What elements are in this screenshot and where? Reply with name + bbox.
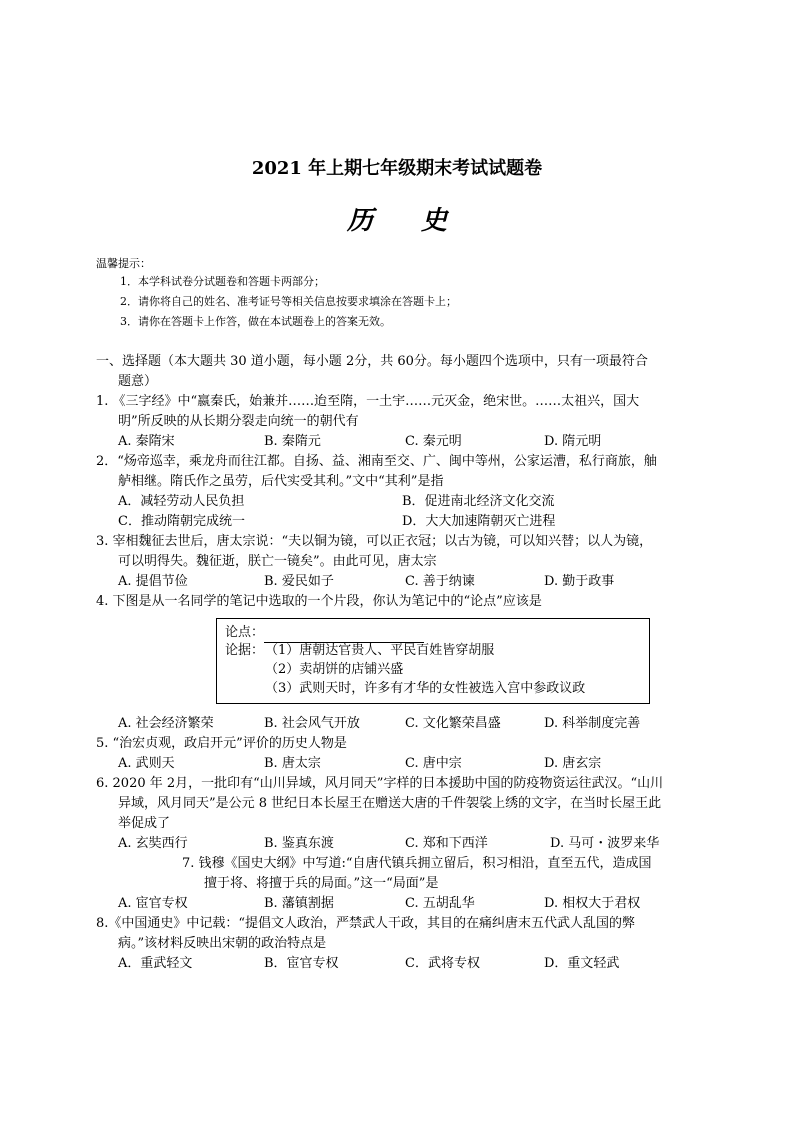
question-1-stem-cont: 明”所反映的从长期分裂走向统一的朝代有 <box>118 414 359 429</box>
question-6-stem-cont: 异域，风月同天”是公元 8 世纪日本长屋王在赠送大唐的千件袈裟上绣的文字，在当时长屋王此 <box>118 796 662 811</box>
note-evidence-item: （3）武则天时，许多有才华的女性被选入宫中参政议政 <box>265 681 586 696</box>
question-5-stem: 5. “治宏贞观，政启开元”评价的历史人物是 <box>96 736 347 751</box>
tips-heading: 温馨提示： <box>96 257 151 270</box>
q3-option-c[interactable]: C. 善于纳谏 <box>405 574 475 589</box>
note-evidence-item: （1）唐朝达官贵人、平民百姓皆穿胡服 <box>265 643 495 658</box>
q5-option-d[interactable]: D. 唐玄宗 <box>544 756 602 771</box>
q5-option-a[interactable]: A. 武则天 <box>118 756 175 771</box>
q8-option-b[interactable]: B．宦官专权 <box>264 956 339 971</box>
question-1-stem: 1. 《三字经》中“嬴秦氏，始兼并……迨至隋，一土宇……元灭金，绝宋世。……太祖兴，国大 <box>96 394 640 409</box>
question-3-stem: 3. 宰相魏征去世后，唐太宗说：“夫以铜为镜，可以正衣冠；以古为镜，可以知兴替；以人为镜， <box>96 534 653 549</box>
tip-item: 3．请你在答题卡上作答，做在本试题卷上的答案无效。 <box>120 315 391 328</box>
q4-option-d[interactable]: D. 科举制度完善 <box>544 716 641 731</box>
q7-option-d[interactable]: D. 相权大于君权 <box>544 896 641 911</box>
note-point-row <box>225 623 424 643</box>
question-7-stem-cont: 擅于将、将擅于兵的局面。”这一“局面”是 <box>204 876 439 891</box>
subject-title: 历史 <box>346 206 495 236</box>
question-6-stem-cont: 举促成了 <box>118 816 171 831</box>
q4-option-c[interactable]: C. 文化繁荣昌盛 <box>405 716 501 731</box>
section-heading-cont: 题意） <box>118 374 158 389</box>
exam-title: 2021 年上期七年级期末考试试题卷 <box>251 158 543 179</box>
q8-option-c[interactable]: C．武将专权 <box>405 956 480 971</box>
q1-option-d[interactable]: D. 隋元明 <box>544 434 602 449</box>
q4-option-b[interactable]: B. 社会风气开放 <box>264 716 360 731</box>
question-7-stem: 7. 钱穆《国史大纲》中写道:“自唐代镇兵拥立留后，积习相沿，直至五代，造成国 <box>182 856 652 871</box>
q7-option-b[interactable]: B. 藩镇割据 <box>264 896 334 911</box>
note-excerpt-box <box>216 618 650 704</box>
q6-option-d[interactable]: D. 马可・波罗来华 <box>550 836 660 851</box>
note-evidence-item: （2）卖胡饼的店铺兴盛 <box>265 662 404 677</box>
q8-option-d[interactable]: D．重文轻武 <box>544 956 620 971</box>
note-evidence-label: 论据： <box>225 643 265 658</box>
q4-option-a[interactable]: A. 社会经济繁荣 <box>118 716 214 731</box>
q8-option-a[interactable]: A．重武轻文 <box>118 956 193 971</box>
q6-option-c[interactable]: C. 郑和下西洋 <box>405 836 488 851</box>
q2-option-a[interactable]: A．减轻劳动人民负担 <box>118 494 245 509</box>
q1-option-a[interactable]: A. 秦隋宋 <box>118 434 175 449</box>
question-2-stem-cont: 舻相继。隋氏作之虽劳，后代实受其利。”文中“其利”是指 <box>118 474 444 489</box>
tip-item: 1．本学科试卷分试题卷和答题卡两部分； <box>120 275 325 288</box>
q1-option-b[interactable]: B. 秦隋元 <box>264 434 321 449</box>
q7-option-c[interactable]: C. 五胡乱华 <box>405 896 475 911</box>
q6-option-b[interactable]: B. 鉴真东渡 <box>264 836 334 851</box>
q2-option-d[interactable]: D．大大加速隋朝灭亡进程 <box>402 514 556 529</box>
note-point-label: 论点： <box>225 625 265 640</box>
q5-option-b[interactable]: B. 唐太宗 <box>264 756 321 771</box>
question-4-stem: 4. 下图是从一名同学的笔记中选取的一个片段，你认为笔记中的“论点”应该是 <box>96 594 542 609</box>
question-2-stem: 2．“炀帝巡幸，乘龙舟而往江都。自扬、益、湘南至交、广、闽中等州，公家运漕，私行商旅，舳 <box>96 454 657 469</box>
question-8-stem-cont: 病。”该材料反映出宋朝的政治特点是 <box>118 936 327 951</box>
question-3-stem-cont: 可以明得失。魏征逝，朕亡一镜矣”。由此可见，唐太宗 <box>118 554 437 569</box>
q3-option-a[interactable]: A. 提倡节俭 <box>118 574 188 589</box>
q3-option-d[interactable]: D. 勤于政事 <box>544 574 615 589</box>
q2-option-c[interactable]: C．推动隋朝完成统一 <box>118 514 245 529</box>
q6-option-a[interactable]: A. 玄奘西行 <box>118 836 188 851</box>
question-8-stem: 8.《中国通史》中记载：“提倡文人政治，严禁武人干政，其目的在痛纠唐末五代武人乱国的弊 <box>96 916 636 931</box>
question-6-stem: 6. 2020 年 2月，一批印有“山川异域，风月同天”字样的日本援助中国的防疫物资运往武汉。“山川 <box>96 776 664 791</box>
section-heading: 一、选择题（本大题共 30 道小题，每小题 2分，共 60分。每小题四个选项中，只有一项最符合 <box>96 354 648 369</box>
tip-item: 2．请你将自己的姓名、准考证号等相关信息按要求填涂在答题卡上； <box>120 295 457 308</box>
q5-option-c[interactable]: C. 唐中宗 <box>405 756 462 771</box>
q1-option-c[interactable]: C. 秦元明 <box>405 434 462 449</box>
q2-option-b[interactable]: B．促进南北经济文化交流 <box>402 494 555 509</box>
q3-option-b[interactable]: B. 爱民如子 <box>264 574 334 589</box>
q7-option-a[interactable]: A. 宦官专权 <box>118 896 188 911</box>
